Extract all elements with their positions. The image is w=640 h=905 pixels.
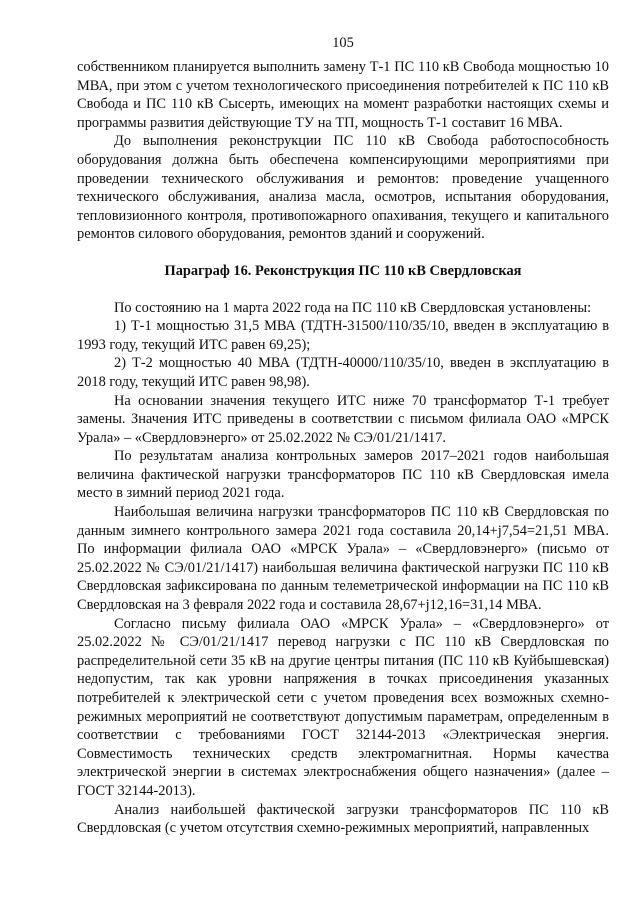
page-number: 105 [332,35,354,51]
section-heading: Параграф 16. Реконструкция ПС 110 кВ Свердловская [164,262,522,279]
paragraph-transformer-t1: 1) Т-1 мощностью 31,5 МВА (ТДТН-31500/110/35/10, введен в эксплуатацию в 1993 году, текущий ИТС равен 69,25); [77,318,609,353]
document-page [77,34,609,838]
paragraph-measurements: По результатам анализа контрольных замеров 2017–2021 годов наибольшая величина фактической нагрузки трансформаторов ПС 110 кВ Свердловская имела место в зимний период 2021 года. [77,448,609,502]
paragraph-load-transfer: Согласно письму филиала ОАО «МРСК Урала» – «Свердловэнерго» от 25.02.2022 № СЭ/01/21/1417 перевод нагрузки с ПС 110 кВ Свердловская по распределительной сети 35 кВ на другие центры питания (ПС 110 кВ Куйбышевская) недопустим, так как уровни напряжения в точках присоединения указанных потребителей к электрической сети с учетом проведения всех возможных схемно-режимных мероприятий не соответствуют допустимым параметрам, определенным в соответствии с требованиями ГОСТ 32144-2013 «Электрическая энергия. Совместимость технических средств электромагнитная. Нормы качества электрической энергии в системах электроснабжения общего назначения» (далее – ГОСТ 32144-2013). [77,615,609,799]
paragraph-continuation: собственником планируется выполнить замену Т-1 ПС 110 кВ Свобода мощностью 10 МВА, при этом с учетом технологического присоединения потребителей к ПС 110 кВ Свобода и ПС 110 кВ Сысерть, имеющих на момент разработки настоящих схемы и программы развития действующие ТУ на ТП, мощность Т-1 составит 16 МВА. [77,59,609,131]
paragraph-max-load: Наибольшая величина нагрузки трансформаторов ПС 110 кВ Свердловская по данным зимнего контрольного замера 2021 года составила 20,14+j7,54=21,51 МВА. По информации филиала ОАО «МРСК Урала» – «Свердловэнерго» (письмо от 25.02.2022 № СЭ/01/21/1417) наибольшая величина фактической нагрузки ПС 110 кВ Свердловская зафиксирована по данным телеметрической информации на ПС 110 кВ Свердловская на 3 февраля 2022 года и составила 28,67+j12,16=31,14 МВА. [77,504,609,614]
paragraph-maintenance: До выполнения реконструкции ПС 110 кВ Свобода работоспособность оборудования должна быть обеспечена компенсирующими мероприятиями при проведении технического обслуживания и ремонтов: проведение учащенного технического обслуживания, анализа масла, осмотров, испытания оборудования, тепловизионного контроля, противопожарного опахивания, текущего и капитального ремонтов силового оборудования, ремонтов зданий и сооружений. [77,133,609,243]
paragraph-transformer-t2: 2) Т-2 мощностью 40 МВА (ТДТН-40000/110/35/10, введен в эксплуатацию в 2018 году, текущий ИТС равен 98,98). [77,355,609,390]
paragraph-status-intro: По состоянию на 1 марта 2022 года на ПС 110 кВ Свердловская установлены: [114,299,592,316]
paragraph-load-analysis: Анализ наибольшей фактической загрузки трансформаторов ПС 110 кВ Свердловская (с учетом отсутствия схемно-режимных мероприятий, направленных [77,801,609,837]
paragraph-its-replacement: На основании значения текущего ИТС ниже 70 трансформатор Т-1 требует замены. Значения ИТС приведены в соответствии с письмом филиала ОАО «МРСК Урала» – «Свердловэнерго» от 25.02.2022 № СЭ/01/21/1417. [77,392,609,446]
